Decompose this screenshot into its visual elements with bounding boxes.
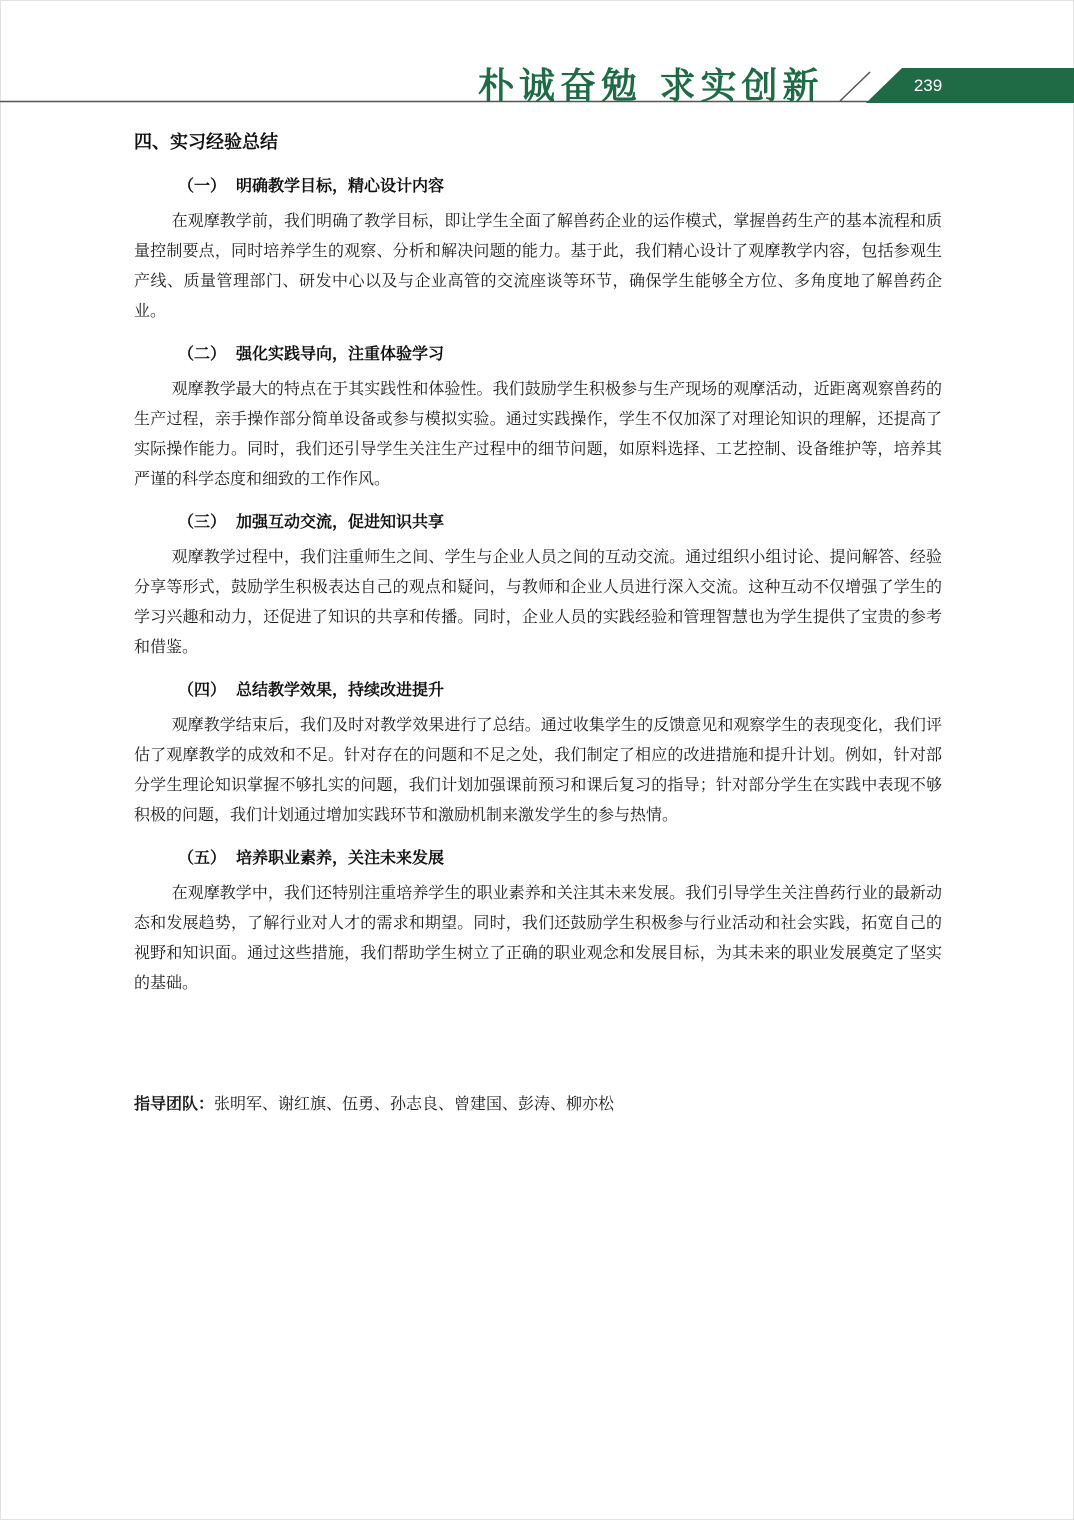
subsection-heading-text: 培养职业素养，关注未来发展 <box>236 848 445 867</box>
header-slash-line <box>840 72 870 101</box>
subsection-number: （四） <box>178 680 227 699</box>
advisor-team-label: 指导团队： <box>134 1094 215 1113</box>
page-header <box>0 0 1074 110</box>
paragraph-2: 观摩教学最大的特点在于其实践性和体验性。我们鼓励学生积极参与生产现场的观摩活动，近距离观察兽药的生产过程，亲手操作部分简单设备或参与模拟实验。通过实践操作，学生不仅加深了对理论知识的理解，还提高了实际操作能力。同时，我们还引导学生关注生产过程中的细节问题，如原料选择、工艺控制、设备维护等，培养其严谨的科学态度和细致的工作作风。 <box>134 379 942 488</box>
subsection-heading-2 <box>178 340 942 368</box>
page-number: 239 <box>913 76 943 95</box>
subsection-number: （五） <box>178 848 227 867</box>
advisor-team-members: 张明军、谢红旗、伍勇、孙志良、曾建国、彭涛、柳亦松 <box>214 1094 615 1113</box>
subsection-number: （三） <box>178 512 227 531</box>
paragraph-4: 观摩教学结束后，我们及时对教学效果进行了总结。通过收集学生的反馈意见和观察学生的表现变化，我们评估了观摩教学的成效和不足。针对存在的问题和不足之处，我们制定了相应的改进措施和提升计划。例如，针对部分学生理论知识掌握不够扎实的问题，我们计划加强课前预习和课后复习的指导；针对部分学生在实践中表现不够积极的问题，我们计划通过增加实践环节和激励机制来激发学生的参与热情。 <box>134 715 942 824</box>
paragraph-5: 在观摩教学中，我们还特别注重培养学生的职业素养和关注其未来发展。我们引导学生关注兽药行业的最新动态和发展趋势，了解行业对人才的需求和期望。同时，我们还鼓励学生积极参与行业活动和社会实践，拓宽自己的视野和知识面。通过这些措施，我们帮助学生树立了正确的职业观念和发展目标，为其未来的职业发展奠定了坚实的基础。 <box>134 883 942 992</box>
subsection-heading-5 <box>178 844 942 872</box>
subsection-heading-text: 总结教学效果，持续改进提升 <box>236 680 445 699</box>
subsection-heading-4 <box>178 676 942 704</box>
main-content <box>134 128 942 998</box>
header-motto: 朴诚奋勉 求实创新 <box>478 65 824 107</box>
subsection-heading-text: 加强互动交流，促进知识共享 <box>236 512 445 531</box>
paragraph-3: 观摩教学过程中，我们注重师生之间、学生与企业人员之间的互动交流。通过组织小组讨论、提问解答、经验分享等形式，鼓励学生积极表达自己的观点和疑问，与教师和企业人员进行深入交流。这种互动不仅增强了学生的学习兴趣和动力，还促进了知识的共享和传播。同时，企业人员的实践经验和管理智慧也为学生提供了宝贵的参考和借鉴。 <box>134 547 942 656</box>
subsection-number: （二） <box>178 344 227 363</box>
advisor-team <box>134 1090 614 1118</box>
section-title: 四、实习经验总结 <box>134 132 278 153</box>
subsection-number: （一） <box>178 176 227 195</box>
subsection-heading-3 <box>178 508 942 536</box>
subsection-heading-text: 明确教学目标，精心设计内容 <box>236 176 445 195</box>
subsection-heading-1 <box>178 172 942 200</box>
subsection-heading-text: 强化实践导向，注重体验学习 <box>236 344 445 363</box>
paragraph-1: 在观摩教学前，我们明确了教学目标，即让学生全面了解兽药企业的运作模式，掌握兽药生产的基本流程和质量控制要点，同时培养学生的观察、分析和解决问题的能力。基于此，我们精心设计了观摩教学内容，包括参观生产线、质量管理部门、研发中心以及与企业高管的交流座谈等环节，确保学生能够全方位、多角度地了解兽药企业。 <box>134 211 942 320</box>
